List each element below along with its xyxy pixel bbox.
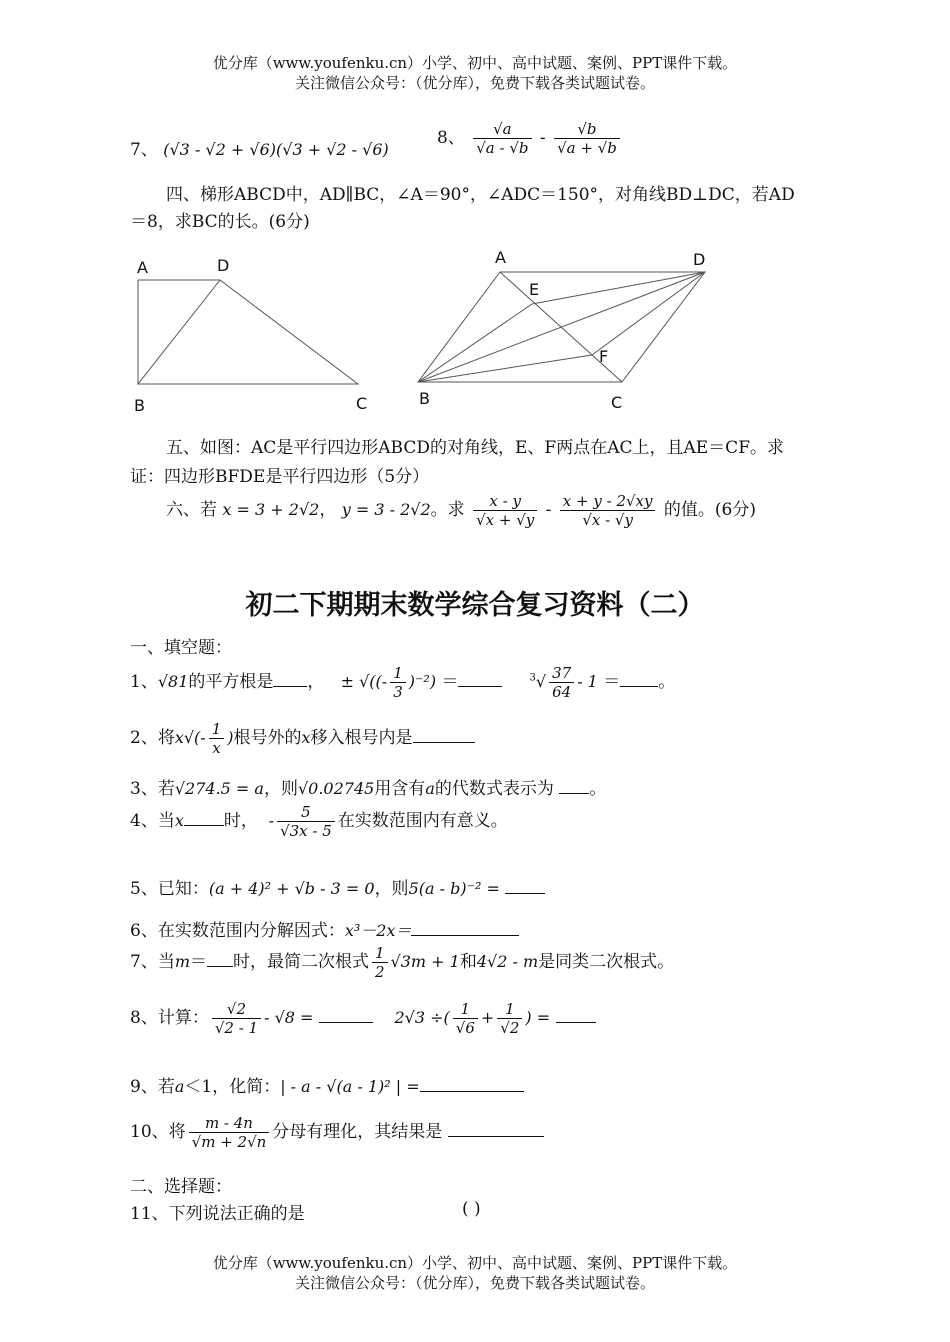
answer-blank[interactable] (319, 1006, 373, 1023)
fig2-label-a: A (495, 248, 506, 267)
answer-blank[interactable] (556, 1006, 596, 1023)
fill-q7: 7、当m＝ 时，最简二次根式 $\frac{1}{2}$ √3m + 1和4√2 - m是同类二次根式。 (130, 944, 675, 981)
answer-blank[interactable] (273, 670, 307, 687)
problem-7-label: 7、 (130, 140, 158, 160)
fig2-label-b: B (419, 389, 430, 408)
answer-blank[interactable] (207, 950, 233, 967)
trapezoid-outline (138, 280, 358, 384)
answer-blank[interactable] (559, 777, 589, 794)
fill-q1: 1、√81的平方根是 ， ± √((- $\frac{1}{3}$ )⁻²) ＝ $^3$√ $\frac{37}{64}$ - 1 ＝ 。 (130, 664, 676, 701)
diagonal-bd (138, 280, 220, 384)
fill-q10: 10、将 $\frac{m - 4n}{√m + 2√n}$ 分母有理化，其结果是 (130, 1114, 544, 1151)
section-5-line-2: 证：四边形BFDE是平行四边形（5分） (130, 467, 430, 487)
answer-blank[interactable] (458, 670, 502, 687)
fill-q8: 8、计算： $\frac{√2}{√2 - 1}$ - √8 = 2√3 ÷( $\frac{1}{√6}$ + $\frac{1}{√2}$ ) = (130, 1000, 596, 1037)
choice-q11-bracket[interactable]: ( ) (462, 1199, 481, 1219)
section-4-line-2: ＝8，求BC的长。(6分) (130, 212, 310, 232)
answer-blank[interactable] (448, 1120, 544, 1137)
fig2-label-e: E (529, 280, 540, 299)
answer-blank[interactable] (184, 809, 224, 826)
section-5-line-1: 五、如图：AC是平行四边形ABCD的对角线，E、F两点在AC上，且AE＝CF。求 (166, 438, 784, 458)
fill-q2: 2、将x√(- $\frac{1}{x}$ )根号外的x移入根号内是 (130, 720, 475, 757)
fig2-label-c: C (611, 393, 623, 412)
header-line-2: 关注微信公众号：（优分库），免费下载各类试题试卷。 (294, 74, 655, 92)
problem-7-expr: (√3 - √2 + √6)(√3 + √2 - √6) (163, 140, 389, 159)
header-line-1: 优分库（www.youfenku.cn）小学、初中、高中试题、案例、PPT课件下载。 (212, 54, 738, 72)
segment-bf (418, 355, 592, 382)
fig2-label-f: F (599, 347, 609, 366)
fill-q3: 3、若√274.5 = a，则√0.02745用含有a的代数式表示为 。 (130, 779, 607, 799)
segment-be (418, 304, 532, 382)
page-title: 初二下期期末数学综合复习资料（二） (245, 590, 705, 621)
segment-ed (532, 272, 705, 304)
answer-blank[interactable] (413, 726, 475, 743)
section-6-frac-2: $\frac{x + y - 2√xy}{√x - √y}$ (560, 492, 656, 529)
part-1-heading: 一、填空题： (130, 638, 232, 658)
problem-8-frac-1: $\frac{√a}{√a - √b}$ (473, 120, 531, 157)
problem-8-label: 8、 (437, 128, 465, 148)
section-6: 六、若 x = 3 + 2√2， y = 3 - 2√2。求 $\frac{x - y}{√x + √y}$ - $\frac{x + y - 2√xy}{√x - √y}$ 的值。(6分) (166, 492, 756, 529)
problem-8: 8、 $\frac{√a}{√a - √b}$ - $\frac{√b}{√a + √b}$ (437, 120, 623, 157)
footer-line-1: 优分库（www.youfenku.cn）小学、初中、高中试题、案例、PPT课件下载。 (212, 1254, 738, 1272)
fig1-label-c: C (356, 394, 368, 413)
fill-q6: 6、在实数范围内分解因式：x³－2x＝ (130, 916, 519, 941)
answer-blank[interactable] (411, 919, 519, 936)
fill-q4: 4、当x 时， - $\frac{5}{√3x - 5}$ 在实数范围内有意义。 (130, 803, 508, 840)
fill-q5: 5、已知：(a + 4)² + √b - 3 = 0，则5(a - b)⁻² = (130, 874, 545, 899)
fig1-label-a: A (137, 258, 148, 277)
fill-q9: 9、若a＜1，化简：| - a - √(a - 1)² | = (130, 1072, 524, 1097)
section-6-frac-1: $\frac{x - y}{√x + √y}$ (473, 492, 537, 529)
answer-blank[interactable] (505, 877, 545, 894)
fig1-label-b: B (134, 396, 145, 415)
footer-line-2: 关注微信公众号：（优分库），免费下载各类试题试卷。 (294, 1274, 655, 1292)
section-4-line-1: 四、梯形ABCD中，AD∥BC，∠A＝90°，∠ADC＝150°，对角线BD⊥DC，若AD (166, 185, 795, 205)
answer-blank[interactable] (620, 670, 658, 687)
problem-8-frac-2: $\frac{√b}{√a + √b}$ (554, 120, 620, 157)
choice-q11: 11、下列说法正确的是 (130, 1204, 305, 1224)
fig2-label-d: D (693, 250, 706, 269)
fig1-label-d: D (217, 256, 230, 275)
part-2-heading: 二、选择题： (130, 1177, 232, 1197)
segment-fd (592, 272, 705, 355)
answer-blank[interactable] (420, 1075, 524, 1092)
